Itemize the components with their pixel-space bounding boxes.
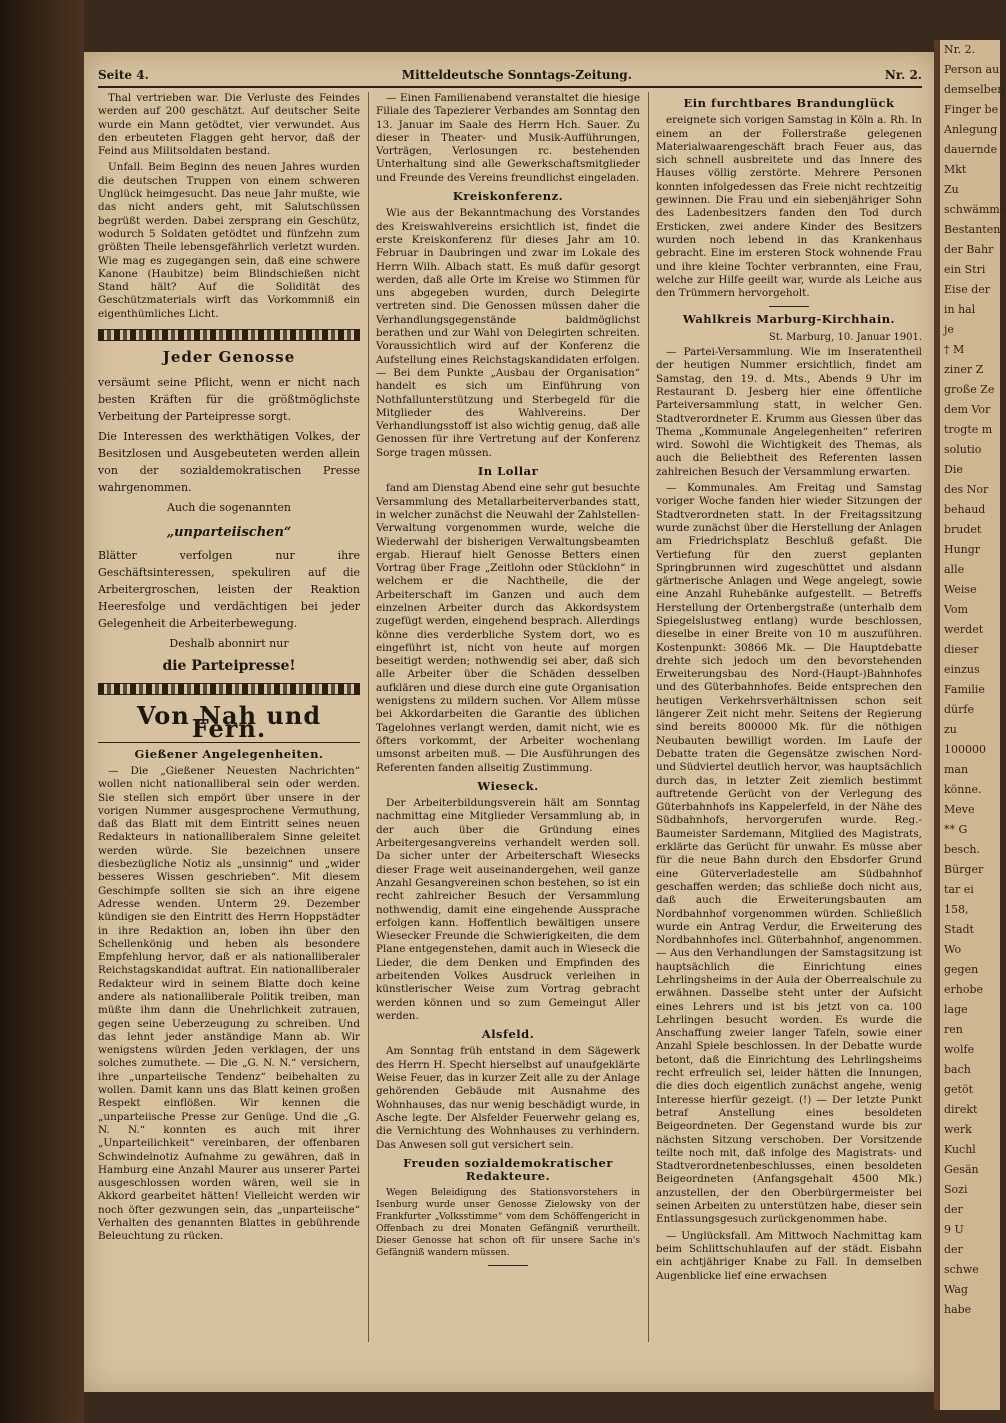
- ad-text: Auch die sogenannten: [167, 501, 291, 515]
- ad-text: Die Interessen des werkthätigen Volkes, der Besitzlosen und Ausgebeuteten werden allein von der sozialdemokratischen Presse wahrgenommen.: [98, 430, 360, 495]
- neighbor-page-fragment: dauernde: [944, 143, 998, 156]
- neighbor-page-fragment: 158,: [944, 903, 969, 916]
- issue-number: Nr. 2.: [884, 68, 922, 82]
- neighbor-page-fragment: demselben: [944, 83, 1005, 96]
- neighbor-page-fragment: Meve: [944, 803, 975, 816]
- neighbor-page-fragment: Hungr: [944, 543, 981, 556]
- neighbor-page-fragment: Gesän: [944, 1163, 979, 1176]
- page-header: [98, 66, 922, 84]
- neighbor-page-fragment: getöt: [944, 1083, 974, 1096]
- article-paragraph: Wie aus der Bekanntmachung des Vorstandes des Kreiswahlvereins ersichtlich ist, findet die erste Kreiskonferenz für dieses Jahr am 10. Februar in Daubringen und zwar im Lokale des Herrn Wilh. Albach statt. Es muß dafür gesorgt werden, daß alle Orte im Kreise wo Stimmen für uns abgegeben wurden, durch Delegirte vertreten sind. Die Genossen müssen daher die Verhandlungsgegenstände baldmöglichst berathen und zur Wahl von Delegirten schreiten. Voraussichtlich wird auf der Konferenz die Aufstellung eines Reichstagskandidaten erfolgen. — Bei dem Punkte „Ausbau der Organisation“ handelt es sich um Einführung von Nothfallunterstützung und Sterbegeld für die Mitglieder des Wahlvereins. Der Verhandlungsstoff ist also wichtig genug, daß alle Genossen für ihre Vertretung auf der Konferenz Sorge tragen müssen.: [376, 207, 640, 459]
- column-divider: [648, 92, 649, 1342]
- column-3: [656, 92, 922, 1342]
- neighbor-page-fragment: einzus: [944, 663, 980, 676]
- neighbor-page-fragment: alle: [944, 563, 965, 576]
- neighbor-page-fragment: werdet: [944, 623, 984, 636]
- neighbor-page-fragment: lage: [944, 1003, 968, 1016]
- ornament-border: [98, 683, 360, 695]
- newspaper-title: Mitteldeutsche Sonntags-Zeitung.: [401, 68, 632, 82]
- neighbor-page-fragment: Kuchl: [944, 1143, 976, 1156]
- ad-headline: Jeder Genosse: [162, 348, 296, 367]
- neighbor-page-fragment: brudet: [944, 523, 982, 536]
- column-divider: [368, 92, 369, 1342]
- article-heading: Wahlkreis Marburg-Kirchhain.: [682, 312, 896, 327]
- neighbor-page-fragment: gegen: [944, 963, 979, 976]
- neighbor-page-fragment: könne.: [944, 783, 982, 796]
- article-heading: Gießener Angelegenheiten.: [134, 746, 324, 761]
- neighbor-page-fragment: Nr. 2.: [944, 43, 976, 56]
- article-paragraph: Der Arbeiterbildungsverein hält am Sonntag nachmittag eine Mitglieder Versammlung ab, in der auch über die Gründung eines Arbeitergesangvereins verhandelt werden soll. Da sicher unter der Arbeiterschaft Wiesecks dieser Frage weit auseinandergehen, weil ganze Anzahl Gesangvereinen schon bestehen, so ist ein recht zahlreicher Besuch der Versammlung nothwendig, damit eine eingehende Aussprache erfolgen kann. Hoffentlich bewältigen unsere Wiesecker Freunde die Schwierigkeiten, die dem Plane entgegenstehen, damit auch in Wieseck die Lieder, die dem Denken und Empfinden des arbeitenden Volkes Ausdruck verleihen in künstlerischer Weise zum Vortrag gebracht werden können und so zum Gemeingut Aller werden.: [376, 797, 640, 1022]
- neighbor-page-fragment: der: [944, 1203, 963, 1216]
- neighbor-page-fragment: Bürger: [944, 863, 984, 876]
- neighbor-page-fragment: Weise: [944, 583, 977, 596]
- article-paragraph: — Die „Gießener Neuesten Nachrichten“ wollen nicht nationalliberal sein oder werden. Sie stellen sich empört über unsere in der vorigen Nummer ausgesprochene Vermuthung, daß das Blatt mit dem Eintritt seines neuen Redakteurs in nationalliberalem Sinne geleitet werden würde. Sie bezeichnen unsere diesbezügliche Notiz als „unsinnig“ und „wider besseres Wissen geschrieben“. Mit diesem Geschimpfe sollten sie sich an ihre eigene Adresse wenden. Unterm 29. Dezember kündigen sie den Eintritt des Herrn Hoppstädter in ihre Redaktion an, loben ihn über den Schellenkönig und heben als besondere Empfehlung hervor, daß er als nationalliberaler Reichstagskandidat auftrat. Ein nationalliberaler Redakteur wird in seinem Blatte doch keine andere als nationalliberale Politik treiben, man müßte ihm dann die Unehrlichkeit zutrauen, gegen seine Ueberzeugung zu schreiben. Und das lehnt jeder anständige Mann ab. Wir wenigstens würden Jeden verklagen, der uns solches zumuthete. — Die „G. N. N.“ versichern, ihre „unparteiische Tendenz“ beibehalten zu wollen. Damit kann uns das Blatt keinen großen Respekt einflößen. Wir kennen die „unparteiische Presse zur Genüge. Und die „G. N. N.“ konnten es auch mit ihrer „Unparteilichkeit“ vereinbaren, der offenbaren Schwindelnotiz Aufnahme zu gewähren, daß in Hamburg eine Anzahl Maurer aus unserer Partei ausgeschlossen worden wären, weil sie in Akkord gearbeitet hätten! Vielleicht werden wir noch öfter gezwungen sein, das „unparteiische“ Verhalten des genannten Blattes in gebührende Beleuchtung zu rücken.: [98, 764, 360, 1243]
- neighbor-page-fragment: Stadt: [944, 923, 974, 936]
- neighbor-page-fragment: werk: [944, 1123, 972, 1136]
- book-spine: [0, 0, 84, 1423]
- neighbor-page-fragment: ziner Z: [944, 363, 984, 376]
- article-paragraph: — Kommunales. Am Freitag und Samstag voriger Woche fanden hier wieder Sitzungen der Stadtverordneten statt. In der Freitagssitzung wurde zunächst über die Herstellung der Anlagen am Friedrichsplatz Beschluß gefaßt. Die Vertiefung für den zuerst geplanten Springbrunnen wird zugeschüttet und alsdann gärtnerische Anlagen und Wege angelegt, sowie eine Anzahl Ruhebänke aufgestellt. — Betreffs Herstellung der Ortenbergstraße (unterhalb dem Spiegelslustweg entlang) wurde beschlossen, dieselbe in einer Breite von 10 m auszuführen. Kostenpunkt: 30866 Mk. — Die Hauptdebatte drehte sich jedoch um den bevorstehenden Erweiterungsbau des Nord-(Haupt-)Bahnhofes und des Güterbahnhofes. Beide entsprechen den heutigen Verkehrsverhältnissen schon seit längerer Zeit nicht mehr. Seitens der Regierung sind bereits 800000 Mk. für die nöthigen Neubauten bewilligt worden. Im Laufe der Debatte traten die Gegensätze zwischen Nord- und Südviertel deutlich hervor, was hauptsächlich durch das, in letzter Zeit ziemlich bestimmt auftretende Gerücht von der Verlegung des Güterbahnhofs ins Kappelerfeld, in der Nähe des Südbahnhofs, hervorgerufen wurde. Reg.-Baumeister Sardemann, Mitglied des Magistrats, erklärte das Gerücht für unwahr. Es müsse aber für die neue Bahn durch den Ebsdorfer Grund eine Güterverladestelle am Südbahnhof geschaffen werden; das schließe doch nicht aus, daß auch die Erweiterungsbauten am Nordbahnhof vorgenommen würden. Schließlich wurde ein Antrag Verdur, die Erweiterung des Nordbahnhofes incl. Güterbahnhof, angenommen. — Aus den Verhandlungen der Samstagsitzung ist hauptsächlich die Einrichtung eines Lehrlingsheims in der Aula der Oberrealschule zu erwähnen. Dasselbe steht unter der Aufsicht eines Lehrers und ist bis jetzt von ca. 100 Lehrlingen besucht worden. Es wurde die Anschaffung zweier langer Tafeln, sowie einer Anzahl Spiele beschlossen. In der Debatte wurde betont, daß die Einrichtung des Lehrlingsheims recht erfreulich sei, leider hätten die Innungen, die dies doch eigentlich zunächst angehe, wenig Interesse hierfür gezeigt. (!) — Der letzte Punkt betraf Anstellung eines besoldeten Beigeordneten. Der Gegenstand wurde bis zur nächsten Sitzung verschoben. Der Vorsitzende teilte noch mit, daß infolge des Magistrats- und Stadtverordnetenbeschlusses, einen besoldeten Beigeordneten (Anfangsgehalt 4500 Mk.) anzustellen, der den Oberbürgermeister bei seinen Arbeiten zu unterstützen habe, dieser sein Entlassungsgesuch zurückgenommen habe.: [656, 482, 922, 1226]
- neighbor-page-strip: [940, 40, 1006, 1410]
- neighbor-page-fragment: Eise der: [944, 283, 991, 296]
- dateline: St. Marburg, 10. Januar 1901.: [768, 331, 922, 343]
- article-paragraph: Wegen Beleidigung des Stationsvorstehers in Isenburg wurde unser Genosse Zielowsky von der Frankfurter „Volksstimme“ vom dem Schöffengericht in Offenbach zu drei Monaten Gefängniß verurtheilt. Dieser Genosse hat schon oft für unsere Sache in's Gefängniß wandern müssen.: [376, 1187, 640, 1259]
- neighbor-page-fragment: Finger be: [944, 103, 999, 116]
- article-heading: Kreiskonferenz.: [452, 189, 564, 204]
- ad-text: Blätter verfolgen nur ihre Geschäftsinteressen, spekuliren auf die Arbeitergroschen, leisten der Reaktion Heeresfolge und verdächtigen bei jeder Gelegenheit die Arbeiterbewegung.: [98, 549, 360, 631]
- article-heading: Wieseck.: [477, 778, 539, 793]
- article-heading: In Lollar: [477, 464, 539, 479]
- neighbor-page-fragment: Bestanten: [944, 223, 1001, 236]
- neighbor-page-fragment: ** G: [944, 823, 968, 836]
- article-heading: Alsfeld.: [481, 1027, 535, 1042]
- header-rule: [98, 86, 922, 88]
- neighbor-page-fragment: Die: [944, 463, 963, 476]
- neighbor-page-fragment: der Bahr: [944, 243, 994, 256]
- ornament-border: [98, 329, 360, 341]
- neighbor-page-fragment: trogte m: [944, 423, 993, 436]
- neighbor-page-fragment: dürfe: [944, 703, 974, 716]
- divider: [769, 306, 809, 307]
- article-heading: Ein furchtbares Brandunglück: [683, 96, 895, 110]
- column-2: [376, 92, 640, 1342]
- article-paragraph: ereignete sich vorigen Samstag in Köln a. Rh. In einem an der Follerstraße gelegenen Materialwaarengeschäft brach Feuer aus, das sich schnell ausbreitete und das Innere des Hauses völlig zerstörte. Mehrere Personen konnten infolgedessen das Freie nicht rechtzeitig gewinnen. Die Frau und ein siebenjähriger Sohn des Ladenbesitzers fanden den Tod durch Ersticken, zwei andere Kinder des Besitzers wurden noch lebend in das Krankenhaus gebracht. Eine im ersteren Stock wohnende Frau und ihre kleine Tochter verbrannten, eine Frau, welche zur Hilfe geeilt war, wurde als Leiche aus den Trümmern hervorgeholt.: [656, 114, 922, 300]
- neighbor-page-fragment: bach: [944, 1063, 971, 1076]
- neighbor-page-fragment: zu: [944, 723, 957, 736]
- page-number: Seite 4.: [98, 68, 149, 82]
- ad-text: versäumt seine Pflicht, wenn er nicht nach besten Kräften für die größtmöglichste Verbeitung der Parteipresse sorgt.: [98, 376, 360, 424]
- neighbor-page-fragment: 100000: [944, 743, 986, 756]
- neighbor-page-fragment: je: [944, 323, 954, 336]
- column-1: [98, 92, 360, 1342]
- neighbor-page-fragment: des Nor: [944, 483, 989, 496]
- neighbor-page-fragment: ein Stri: [944, 263, 986, 276]
- neighbor-page-fragment: solutio: [944, 443, 982, 456]
- neighbor-page-fragment: Wag: [944, 1283, 968, 1296]
- neighbor-page-fragment: Anlegung: [944, 123, 998, 136]
- neighbor-page-fragment: tar ei: [944, 883, 974, 896]
- neighbor-page-fragment: Sozi: [944, 1183, 968, 1196]
- neighbor-page-fragment: erhobe: [944, 983, 984, 996]
- neighbor-page-fragment: habe: [944, 1303, 972, 1316]
- neighbor-page-fragment: 9 U: [944, 1223, 964, 1236]
- article-paragraph: Thal vertrieben war. Die Verluste des Feindes werden auf 200 geschätzt. Auf deutscher Seite wurde ein Mann getödtet, vier verwundet. Aus den erbeuteten Flaggen geht hervor, daß der Feind aus Militsoldaten bestand.: [98, 92, 360, 158]
- section-title: Von Nah und Fern.: [98, 709, 360, 743]
- neighbor-page-fragment: schwämme: [944, 203, 1006, 216]
- neighbor-page-fragment: man: [944, 763, 969, 776]
- neighbor-page-fragment: Person au: [944, 63, 1000, 76]
- article-paragraph: — Einen Familienabend veranstaltet die hiesige Filiale des Tapezierer Verbandes am Sonntag den 13. Januar im Saale des Herrn Hch. Sauer. Zu dieser in Theater- und Musik-Aufführungen, Vorträgen, Verlosungen rc. bestehenden Unterhaltung sind alle Gewerkschaftsmitglieder und Freunde des Vereins freundlichst eingeladen.: [376, 92, 640, 184]
- neighbor-page-fragment: direkt: [944, 1103, 978, 1116]
- article-heading: Freuden sozialdemokratischer Redakteure.: [403, 1155, 613, 1184]
- neighbor-page-fragment: † M: [944, 343, 965, 356]
- neighbor-page-fragment: in hal: [944, 303, 976, 316]
- end-rule: [488, 1265, 528, 1266]
- neighbor-page-fragment: der: [944, 1243, 963, 1256]
- neighbor-page-fragment: dem Vor: [944, 403, 991, 416]
- neighbor-page-fragment: Wo: [944, 943, 962, 956]
- neighbor-page-fragment: besch.: [944, 843, 980, 856]
- article-paragraph: Am Sonntag früh entstand in dem Sägewerk des Herrn H. Specht hierselbst auf unaufgeklärte Weise Feuer, das in kurzer Zeit alle zu der Anlage gehörenden Gebäude mit Ausnahme des Wohnhauses, das nur wenig beschädigt wurde, in Asche legte. Der Alsfelder Feuerwehr gelang es, die Vernichtung des Wohnhauses zu verhindern. Das Anwesen soll gut versichert sein.: [376, 1045, 640, 1151]
- article-paragraph: — Partei-Versammlung. Wie im Inseratentheil der heutigen Nummer ersichtlich, findet am Samstag, den 19. d. Mts., Abends 9 Uhr im Restaurant D. Jesberg hier eine öffentliche Parteiversammlung statt, in welcher Gen. Stadtverordneter E. Krumm aus Giessen über das Thema „Kommunale Angelegenheiten“ referiren wird. Sowohl die Wichtigkeit des Themas, als auch die Beliebtheit des Referenten lassen zahlreichen Besuch der Versammlung erwarten.: [656, 346, 922, 478]
- neighbor-page-fragment: wolfe: [944, 1043, 975, 1056]
- ad-subheadline: „unparteiischen“: [166, 525, 292, 541]
- neighbor-page-fragment: Zu: [944, 183, 959, 196]
- neighbor-page-fragment: große Ze: [944, 383, 995, 396]
- neighbor-page-fragment: schwe: [944, 1263, 979, 1276]
- neighbor-page-fragment: Mkt: [944, 163, 967, 176]
- ad-text: Deshalb abonnirt nur: [169, 637, 289, 651]
- neighbor-page-fragment: ren: [944, 1023, 963, 1036]
- newspaper-page: [84, 52, 936, 1392]
- article-paragraph: — Unglücksfall. Am Mittwoch Nachmittag kam beim Schlittschuhlaufen auf der städt. Eisbahn ein achtjähriger Knabe zu Fall. In demselben Augenblicke lief eine erwachsen: [656, 1229, 922, 1282]
- neighbor-page-fragment: Vom: [944, 603, 968, 616]
- neighbor-page-fragment: Familie: [944, 683, 985, 696]
- neighbor-page-fragment: behaud: [944, 503, 986, 516]
- party-press-advertisement: [98, 349, 360, 675]
- article-paragraph: Unfall. Beim Beginn des neuen Jahres wurden die deutschen Truppen von einem schweren Unglück heimgesucht. Das neue Jahr mußte, wie das nicht anders geht, mit Salutschüssen begrüßt werden. Dabei zersprang ein Geschütz, wodurch 5 Soldaten getödtet und fünfzehn zum größten Theile lebensgefährlich verletzt wurden. Wie mag es zugegangen sein, daß eine schwere Kanone (Haubitze) beim Blindschießen nicht Stand hält? Auf die Solidität des Geschützmaterials wirft das Vorkommniß ein eigenthümliches Licht.: [98, 161, 360, 320]
- neighbor-page-fragment: dieser: [944, 643, 979, 656]
- ad-closing: die Parteipresse!: [162, 658, 296, 675]
- article-paragraph: fand am Dienstag Abend eine sehr gut besuchte Versammlung des Metallarbeiterverbandes statt, in welcher zunächst die Neuwahl der Zahlstellen-Verwaltung vorgenommen wurde, welche die Wiederwahl der bisherigen Verwaltungsbeamten ergab. Hierauf hielt Genosse Betters einen Vortrag über Frage „Zeitlohn oder Stücklohn“ in welchem er die Nachtheile, die der Arbeiterschaft im Ganzen und auch dem einzelnen Arbeiter durch das Akkordsystem zugefügt werden, eingehend besprach. Allerdings könne dies verderbliche System dort, wo es eingeführt ist, nicht von heute auf morgen beseitigt werden; nothwendig sei aber, daß sich alle Arbeiter über die Schäden desselben aufklären und diese durch eine gute Organisation wenigstens zu mildern suchen. Vor Allem müsse bei Akkordarbeiten die Garantie des üblichen Tagelohnes verlangt werden, damit nicht, wie es öfters vorkommt, der Arbeiter wochenlang umsonst arbeiten muß. — Die Ausführungen des Referenten fanden allseitig Zustimmung.: [376, 482, 640, 774]
